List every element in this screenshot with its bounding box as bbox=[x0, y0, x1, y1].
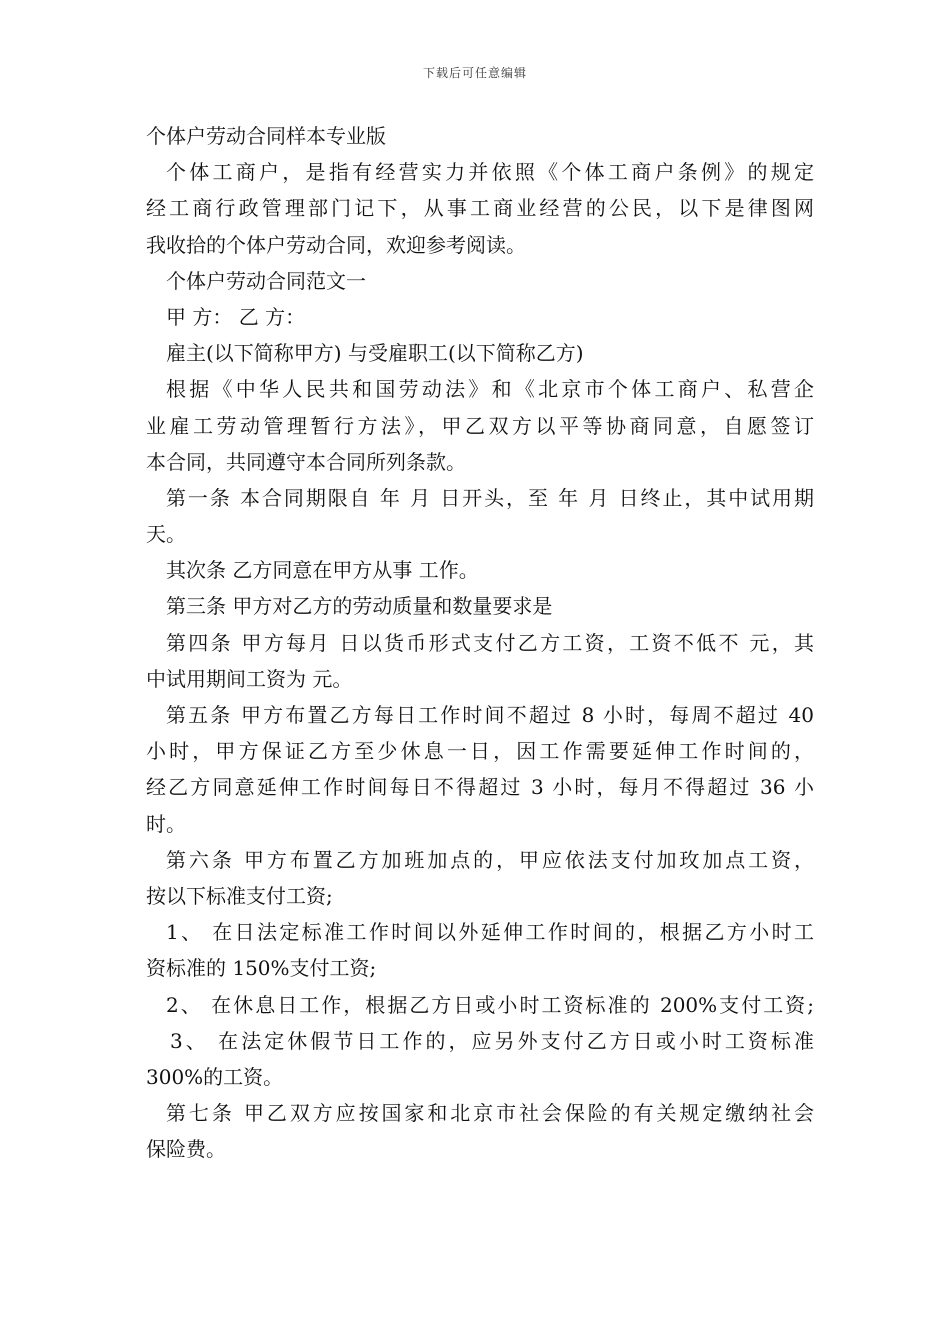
paragraph-line: 1、 在日法定标准工作时间以外延伸工作时间的，根据乙方小时工 bbox=[166, 920, 814, 945]
paragraph-line: 第四条 甲方每月 日以货币形式支付乙方工资，工资不低不 元，其 bbox=[166, 630, 814, 655]
paragraph-line: 2、 在休息日工作，根据乙方日或小时工资标准的 200%支付工资; bbox=[166, 992, 814, 1017]
paragraph-line: 根据《中华人民共和国劳动法》和《北京市个体工商户、私营企 bbox=[166, 377, 814, 402]
paragraph-line: 第七条 甲乙双方应按国家和北京市社会保险的有关规定缴纳社会 bbox=[166, 1101, 814, 1126]
paragraph-line: 资标准的 150%支付工资; bbox=[146, 956, 377, 981]
paragraph-line: 第三条 甲方对乙方的劳动质量和数量要求是 bbox=[166, 594, 553, 619]
paragraph-line: 个体户劳动合同范文一 bbox=[166, 268, 366, 293]
paragraph-line: 天。 bbox=[146, 522, 186, 547]
paragraph-line: 第五条 甲方布置乙方每日工作时间不超过 8 小时，每周不超过 40 bbox=[166, 703, 814, 727]
paragraph-line: 雇主(以下简称甲方) 与受雇职工(以下简称乙方) bbox=[166, 341, 584, 366]
paragraph-line: 时。 bbox=[146, 811, 186, 836]
page-header: 下载后可任意编辑 bbox=[422, 66, 527, 80]
document-title: 个体户劳动合同样本专业版 bbox=[146, 124, 386, 148]
document-body bbox=[146, 118, 814, 1167]
paragraph-line: 按以下标准支付工资; bbox=[146, 883, 333, 908]
paragraph-line: 其次条 乙方同意在甲方从事 工作。 bbox=[166, 558, 479, 583]
paragraph-line: 第一条 本合同期限自 年 月 日开头，至 年 月 日终止，其中试用期 bbox=[166, 485, 814, 510]
paragraph-line: 3、 在法定休假节日工作的，应另外支付乙方日或小时工资标准 bbox=[170, 1028, 814, 1053]
paragraph-line: 第六条 甲方布置乙方加班加点的，甲应依法支付加玫加点工资， bbox=[166, 847, 814, 872]
paragraph-line: 甲 方： 乙 方： bbox=[166, 304, 306, 329]
paragraph-line: 保险费。 bbox=[146, 1137, 226, 1162]
paragraph-line: 本合同，共同遵守本合同所列条款。 bbox=[146, 449, 466, 474]
paragraph-line: 中试用期间工资为 元。 bbox=[146, 666, 353, 691]
paragraph-line: 我收拾的个体户劳动合同，欢迎参考阅读。 bbox=[146, 232, 526, 257]
paragraph-line: 个体工商户，是指有经营实力并依照《个体工商户条例》的规定 bbox=[166, 160, 814, 185]
paragraph-line: 经乙方同意延伸工作时间每日不得超过 3 小时，每月不得超过 36 小 bbox=[146, 775, 814, 800]
paragraph-line: 经工商行政管理部门记下，从事工商业经营的公民，以下是律图网 bbox=[146, 196, 814, 221]
paragraph-line: 300%的工资。 bbox=[146, 1064, 284, 1089]
paragraph-line: 业雇工劳动管理暂行方法》，甲乙双方以平等协商同意，自愿签订 bbox=[146, 413, 814, 438]
paragraph-line: 小时，甲方保证乙方至少休息一日，因工作需要延伸工作时间的， bbox=[146, 739, 814, 764]
